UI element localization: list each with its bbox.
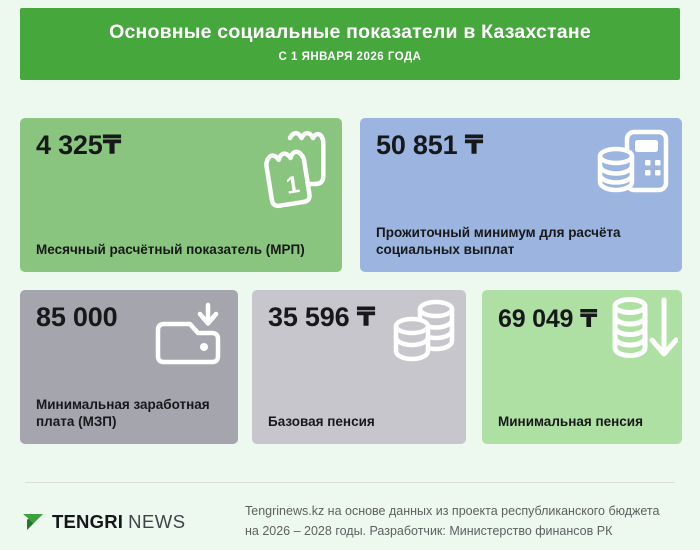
indicator-value: 35 596 ₸	[268, 302, 376, 332]
source-attribution	[245, 502, 659, 541]
indicator-label: Минимальная заработная плата (МЗП)	[36, 396, 210, 430]
indicator-label: Базовая пенсия	[268, 414, 375, 430]
indicator-card-min-salary	[20, 290, 238, 444]
page-title: Основные социальные показатели в Казахстане	[109, 21, 591, 43]
indicator-value: 85 000	[36, 302, 118, 332]
tear-off-calendar-icon	[256, 126, 334, 214]
indicator-label: Месячный расчётный показатель (МРП)	[36, 242, 305, 258]
logo-text	[52, 511, 186, 533]
indicator-label: Прожиточный минимум для расчёта социальных выплат	[376, 224, 621, 258]
indicator-card-base-pension	[252, 290, 466, 444]
indicator-card-mrp	[20, 118, 342, 272]
tengri-news-logo	[22, 511, 186, 533]
header-banner	[20, 8, 680, 80]
source-line-2: на 2026 – 2028 годы. Разработчик: Министерство финансов РК	[245, 523, 613, 538]
wallet-deposit-icon	[148, 302, 226, 366]
indicator-value: 50 851 ₸	[376, 130, 484, 160]
indicator-label: Минимальная пенсия	[498, 414, 643, 430]
page-subtitle: С 1 ЯНВАРЯ 2026 ГОДА	[278, 51, 422, 63]
coins-calculator-icon	[594, 128, 670, 198]
coins-down-arrow-icon	[604, 296, 678, 372]
calendar-day-number: 1	[284, 171, 302, 200]
indicator-card-living-wage	[360, 118, 682, 272]
indicator-value: 4 325₸	[36, 130, 122, 160]
source-line-1: Tengrinews.kz на основе данных из проекта республиканского бюджета	[245, 504, 660, 518]
footer-divider	[25, 482, 675, 483]
indicator-card-min-pension	[482, 290, 682, 444]
tengri-logo-icon	[22, 511, 44, 533]
indicator-value: 69 049 ₸	[498, 305, 598, 333]
logo-text-secondary: NEWS	[128, 511, 186, 532]
coin-stacks-icon	[390, 298, 458, 362]
logo-text-primary: TENGRI	[52, 511, 124, 532]
